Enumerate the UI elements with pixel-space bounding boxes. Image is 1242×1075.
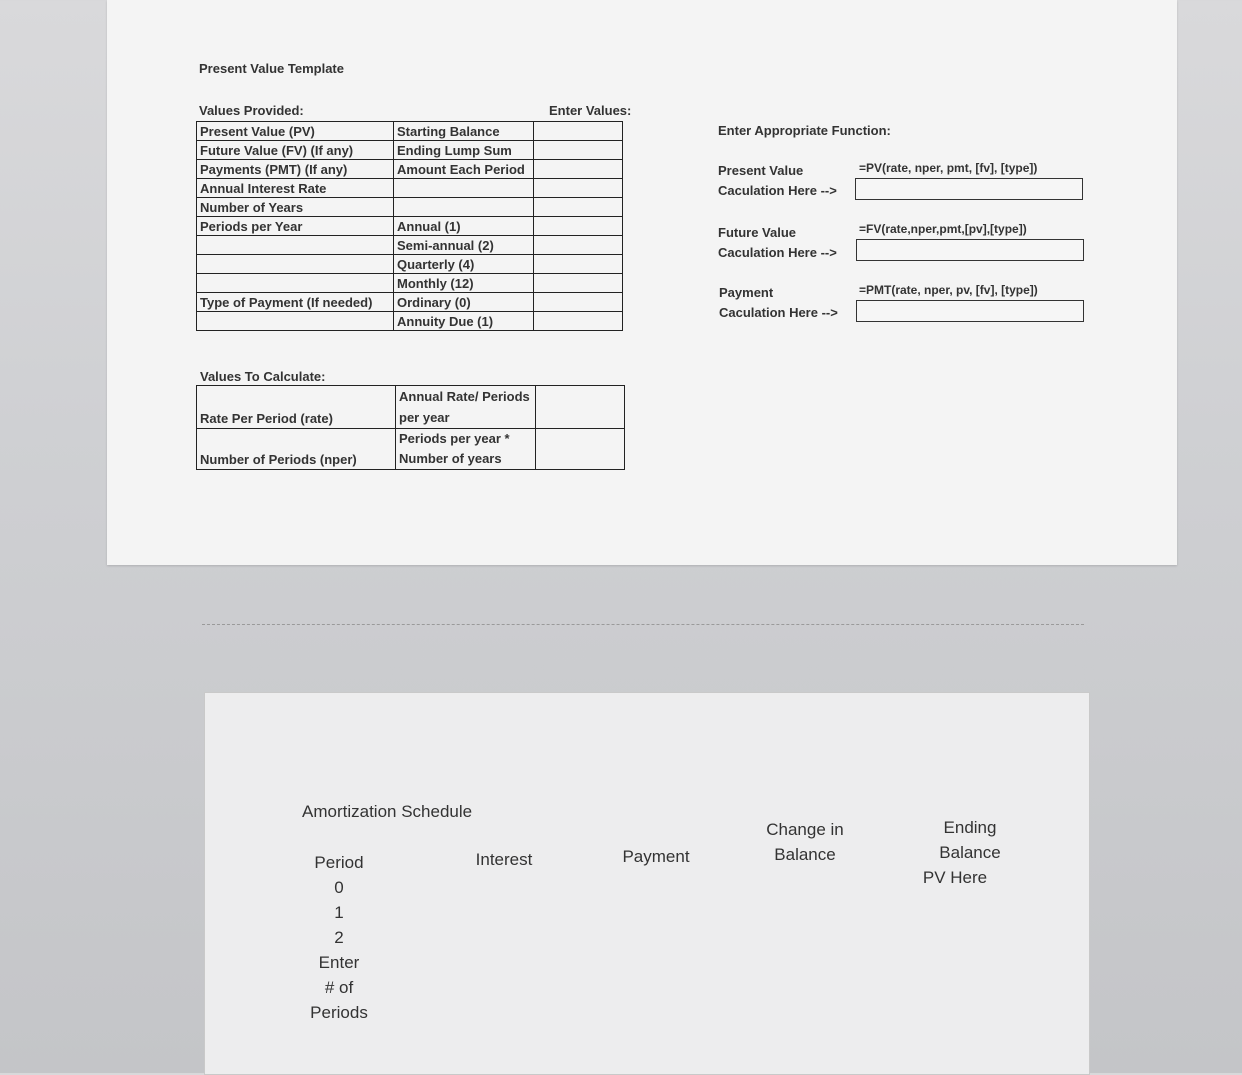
provided-label: Type of Payment (If needed) (197, 293, 394, 312)
fv-calculation-input[interactable] (856, 239, 1084, 261)
period-list (299, 875, 379, 1025)
provided-row (197, 141, 623, 160)
calc-desc-line1: Annual Rate/ Periods (399, 389, 530, 404)
provided-row (197, 217, 623, 236)
enter-values-label: Enter Values: (549, 103, 632, 118)
provided-description: Starting Balance (394, 122, 534, 141)
provided-description: Semi-annual (2) (394, 236, 534, 255)
values-provided-label: Values Provided: (199, 103, 304, 118)
change-in-balance-header (755, 817, 855, 867)
fv-function-hint: Caculation Here --> (718, 245, 837, 260)
values-provided-table (196, 121, 623, 331)
pv-calculation-input[interactable] (855, 178, 1083, 200)
provided-row (197, 236, 623, 255)
calc-label: Number of Periods (nper) (197, 429, 396, 470)
ending-header-line1: Ending (943, 818, 997, 837)
ending-header-line3: PV Here (922, 868, 988, 887)
provided-description (394, 198, 534, 217)
provided-row (197, 274, 623, 293)
provided-label (197, 255, 394, 274)
pv-function-hint: Caculation Here --> (718, 183, 837, 198)
interest-header: Interest (475, 850, 533, 869)
provided-description: Quarterly (4) (394, 255, 534, 274)
provided-row (197, 255, 623, 274)
provided-description (394, 179, 534, 198)
period-cell: 2 (334, 928, 344, 947)
enter-value-cell[interactable] (534, 141, 623, 160)
period-cell: 0 (334, 878, 344, 897)
ending-header-line2: Balance (939, 843, 1001, 862)
functions-heading: Enter Appropriate Function: (718, 123, 891, 138)
calc-input-cell[interactable] (536, 429, 625, 470)
provided-description: Annual (1) (394, 217, 534, 236)
enter-value-cell[interactable] (534, 312, 623, 331)
period-cell: 1 (334, 903, 344, 922)
provided-row (197, 160, 623, 179)
provided-row (197, 312, 623, 331)
page-break-divider (202, 624, 1084, 625)
provided-description: Ordinary (0) (394, 293, 534, 312)
pmt-function-name: Payment (719, 285, 774, 300)
pv-function-name: Present Value (718, 163, 804, 178)
provided-row (197, 198, 623, 217)
provided-description: Annuity Due (1) (394, 312, 534, 331)
calc-desc-line1: Periods per year * (399, 431, 510, 446)
pmt-calculation-input[interactable] (856, 300, 1084, 322)
ending-balance-header (920, 815, 1020, 890)
calc-desc-line2: per year (399, 410, 450, 425)
pv-formula: =PV(rate, nper, pmt, [fv], [type]) (859, 161, 1038, 175)
values-to-calculate-label: Values To Calculate: (200, 369, 326, 384)
change-header-line2: Balance (774, 845, 836, 864)
period-cell: # of (324, 978, 354, 997)
calc-desc-line2: Number of years (399, 451, 502, 466)
calc-input-cell[interactable] (536, 386, 625, 429)
provided-label (197, 274, 394, 293)
payment-header: Payment (622, 847, 690, 866)
provided-label: Payments (PMT) (If any) (197, 160, 394, 179)
provided-description: Amount Each Period (394, 160, 534, 179)
enter-value-cell[interactable] (534, 255, 623, 274)
fv-function-name: Future Value (718, 225, 797, 240)
provided-label: Periods per Year (197, 217, 394, 236)
values-to-calculate-table (196, 385, 625, 470)
pmt-formula: =PMT(rate, nper, pv, [fv], [type]) (859, 283, 1038, 297)
enter-value-cell[interactable] (534, 236, 623, 255)
fv-formula: =FV(rate,nper,pmt,[pv],[type]) (859, 222, 1027, 236)
enter-value-cell[interactable] (534, 122, 623, 141)
enter-value-cell[interactable] (534, 179, 623, 198)
enter-value-cell[interactable] (534, 217, 623, 236)
provided-label (197, 236, 394, 255)
provided-row (197, 122, 623, 141)
enter-value-cell[interactable] (534, 274, 623, 293)
calc-label: Rate Per Period (rate) (197, 386, 396, 429)
provided-label: Number of Years (197, 198, 394, 217)
calc-desc (396, 429, 536, 470)
enter-value-cell[interactable] (534, 293, 623, 312)
provided-label: Annual Interest Rate (197, 179, 394, 198)
period-header: Period (314, 853, 364, 872)
calc-desc (396, 386, 536, 429)
change-header-line1: Change in (766, 820, 844, 839)
enter-value-cell[interactable] (534, 160, 623, 179)
period-cell: Enter (318, 953, 360, 972)
provided-label: Present Value (PV) (197, 122, 394, 141)
provided-label (197, 312, 394, 331)
provided-row (197, 293, 623, 312)
enter-value-cell[interactable] (534, 198, 623, 217)
period-cell: Periods (310, 1003, 368, 1022)
provided-description: Monthly (12) (394, 274, 534, 293)
provided-description: Ending Lump Sum (394, 141, 534, 160)
template-title: Present Value Template (199, 61, 344, 76)
pmt-function-hint: Caculation Here --> (719, 305, 838, 320)
provided-row (197, 179, 623, 198)
provided-label: Future Value (FV) (If any) (197, 141, 394, 160)
amortization-title: Amortization Schedule (302, 802, 473, 821)
